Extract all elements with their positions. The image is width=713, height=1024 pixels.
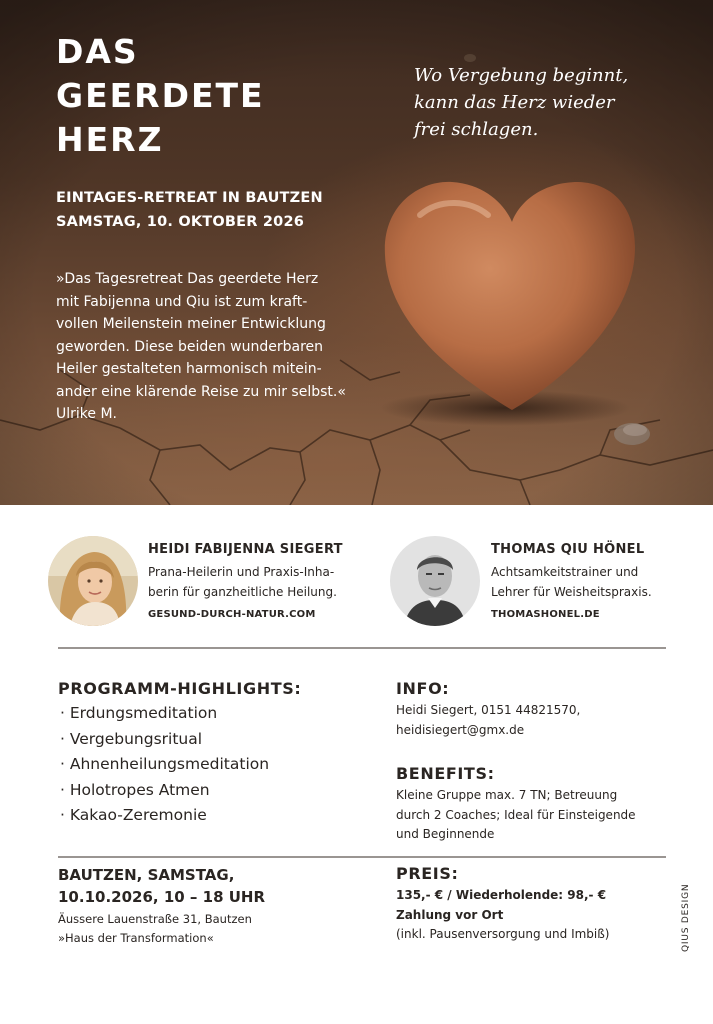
list-item: · Erdungsmeditation bbox=[60, 701, 269, 727]
benefits-line: durch 2 Coaches; Ideal für Einsteigende bbox=[396, 807, 636, 822]
subtitle-line: SAMSTAG, 10. OKTOBER 2026 bbox=[56, 214, 305, 230]
event-address bbox=[58, 910, 358, 948]
address-line: »Haus der Transformation« bbox=[58, 931, 214, 945]
price-text bbox=[396, 886, 610, 945]
event-title bbox=[56, 30, 356, 162]
testimonial-author: Ulrike M. bbox=[56, 406, 117, 422]
price-amount: 135,- € / Wiederholende: 98,- € bbox=[396, 888, 607, 902]
tagline-line: frei schlagen. bbox=[414, 119, 539, 140]
speaker-desc-line: berin für ganzheitliche Heilung. bbox=[148, 585, 337, 599]
speaker-name-thomas: THOMAS QIU HÖNEL bbox=[491, 542, 645, 557]
address-line: Äussere Lauenstraße 31, Bautzen bbox=[58, 912, 252, 926]
testimonial-quote bbox=[56, 268, 386, 426]
portrait-woman-icon bbox=[48, 536, 138, 626]
benefits-line: Kleine Gruppe max. 7 TN; Betreuung bbox=[396, 788, 618, 802]
benefits-heading: BENEFITS: bbox=[396, 764, 495, 783]
location-line: 10.10.2026, 10 – 18 UHR bbox=[58, 888, 266, 906]
speaker-url-thomas[interactable]: THOMASHONEL.DE bbox=[491, 609, 600, 620]
speaker-photo-heidi bbox=[48, 536, 138, 626]
testimonial-line: geworden. Diese beiden wunderbaren bbox=[56, 338, 324, 355]
speaker-desc-line: Prana-Heilerin und Praxis-Inha- bbox=[148, 565, 335, 579]
program-heading: PROGRAMM-HIGHLIGHTS: bbox=[58, 679, 302, 698]
divider bbox=[58, 856, 666, 858]
event-subtitle bbox=[56, 186, 323, 234]
testimonial-line: mit Fabijenna und Qiu ist zum kraft- bbox=[56, 293, 308, 310]
payment-note: Zahlung vor Ort bbox=[396, 907, 504, 922]
benefits-text bbox=[396, 786, 636, 845]
subtitle-line: EINTAGES-RETREAT IN BAUTZEN bbox=[56, 190, 323, 206]
speaker-name-heidi: HEIDI FABIJENNA SIEGERT bbox=[148, 542, 343, 557]
list-item: · Kakao-Zeremonie bbox=[60, 803, 269, 829]
info-line: Heidi Siegert, 0151 44821570, bbox=[396, 703, 581, 717]
event-date-location bbox=[58, 864, 338, 908]
speaker-photo-thomas bbox=[390, 536, 480, 626]
title-line: DAS bbox=[56, 32, 139, 71]
speaker-desc-thomas bbox=[491, 562, 652, 602]
info-text bbox=[396, 701, 580, 740]
testimonial-line: vollen Meilenstein meiner Entwicklung bbox=[56, 316, 326, 332]
tagline-line: kann das Herz wieder bbox=[414, 92, 615, 113]
portrait-man-icon bbox=[390, 536, 480, 626]
testimonial-line: ander eine klärende Reise zu mir selbst.« bbox=[56, 383, 346, 400]
tagline bbox=[414, 62, 674, 143]
price-includes: (inkl. Pausenversorgung und Imbiß) bbox=[396, 927, 610, 941]
design-credit: QIUS DESIGN bbox=[681, 883, 691, 952]
hero-image bbox=[0, 0, 713, 505]
divider bbox=[58, 647, 666, 649]
info-heading: INFO: bbox=[396, 679, 450, 698]
speaker-desc-line: Lehrer für Weisheitspraxis. bbox=[491, 585, 652, 599]
tagline-line: Wo Vergebung beginnt, bbox=[414, 65, 629, 86]
speaker-desc-line: Achtsamkeitstrainer und bbox=[491, 565, 639, 579]
testimonial-line: »Das Tagesretreat Das geerdete Herz bbox=[56, 271, 319, 287]
list-item: · Holotropes Atmen bbox=[60, 778, 269, 804]
program-list bbox=[60, 701, 269, 829]
speaker-url-heidi[interactable]: GESUND-DURCH-NATUR.COM bbox=[148, 609, 316, 620]
benefits-line: und Beginnende bbox=[396, 827, 495, 841]
title-line: HERZ bbox=[56, 120, 164, 159]
speaker-desc-heidi bbox=[148, 562, 337, 602]
list-item: · Ahnenheilungsmeditation bbox=[60, 752, 269, 778]
info-email[interactable]: heidisiegert@gmx.de bbox=[396, 722, 525, 737]
title-line: GEERDETE bbox=[56, 76, 265, 115]
testimonial-line: Heiler gestalteten harmonisch mitein- bbox=[56, 361, 322, 377]
list-item: · Vergebungsritual bbox=[60, 727, 269, 753]
location-line: BAUTZEN, SAMSTAG, bbox=[58, 866, 235, 884]
price-heading: PREIS: bbox=[396, 864, 459, 883]
